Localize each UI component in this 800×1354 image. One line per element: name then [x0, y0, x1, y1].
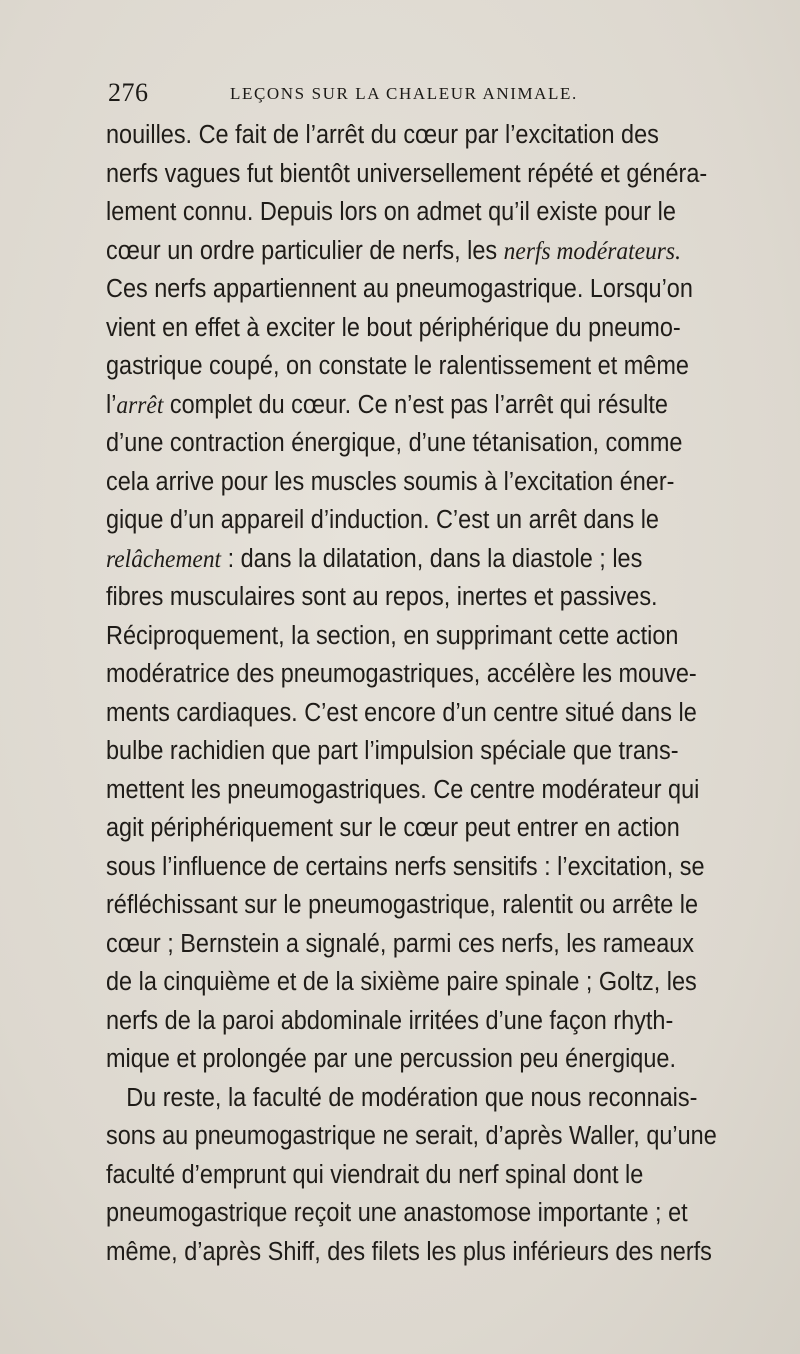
text-line: [106, 424, 695, 463]
text-line: [106, 578, 695, 617]
text-segment: l’: [106, 390, 117, 419]
text-segment: gique d’un appareil d’induction. C’est un arrêt dans le: [106, 506, 659, 534]
text-segment: réfléchissant sur le pneumogastrique, ralentit ou arrête le: [106, 891, 699, 919]
italic-text: arrêt: [116, 389, 164, 419]
text-line: [106, 1040, 695, 1079]
text-line: [106, 116, 695, 155]
text-line: [106, 963, 695, 1002]
text-line: [106, 617, 695, 656]
text-segment: sons au pneumogastrique ne serait, d’après Waller, qu’une: [106, 1122, 717, 1150]
text-line: [106, 809, 695, 848]
page-header: [108, 78, 708, 112]
text-segment: pneumogastrique reçoit une anastomose importante ; et: [106, 1199, 688, 1227]
text-segment: modératrice des pneumogastriques, accélère les mouve-: [106, 660, 697, 688]
text-line: [106, 1079, 698, 1118]
text-line: [106, 1117, 717, 1156]
text-line: [106, 270, 695, 309]
text-segment: bulbe rachidien que part l’impulsion spéciale que trans-: [106, 737, 679, 765]
text-segment: complet du cœur. Ce n’est pas l’arrêt qui résulte: [163, 390, 668, 419]
text-segment: agit périphériquement sur le cœur peut entrer en action: [106, 814, 680, 842]
text-segment: Du reste, la faculté de modération que nous reconnais-: [126, 1083, 698, 1112]
text-segment: nerfs de la paroi abdominale irritées d’une façon rhyth-: [106, 1006, 674, 1035]
running-head: LEÇONS SUR LA CHALEUR ANIMALE.: [230, 84, 578, 103]
text-segment: gastrique coupé, on constate le ralentissement et même: [106, 352, 689, 380]
text-segment: lement connu. Depuis lors on admet qu’il existe pour le: [106, 198, 676, 226]
text-segment: vient en effet à exciter le bout périphérique du pneumo-: [106, 313, 681, 342]
page-number: 276: [108, 78, 149, 107]
text-segment: fibres musculaires sont au repos, inertes et passives.: [106, 583, 658, 611]
text-segment: Ces nerfs appartiennent au pneumogastrique. Lorsqu’on: [106, 275, 693, 303]
text-line: [106, 1194, 695, 1233]
text-line: [106, 1233, 712, 1272]
text-line: [106, 1156, 695, 1195]
text-segment: faculté d’emprunt qui viendrait du nerf spinal dont le: [106, 1160, 644, 1189]
text-line: [106, 193, 695, 232]
text-line: [106, 309, 695, 348]
text-segment: Réciproquement, la section, en supprimant cette action: [106, 621, 679, 650]
text-line: [106, 694, 695, 733]
text-line: [106, 925, 695, 964]
text-segment: mettent les pneumogastriques. Ce centre modérateur qui: [106, 775, 700, 804]
text-line: [106, 1002, 695, 1041]
text-segment: nerfs vagues fut bientôt universellement répété et généra-: [106, 159, 708, 188]
text-line: [106, 155, 708, 194]
text-segment: cela arrive pour les muscles soumis à l’excitation éner-: [106, 467, 675, 496]
text-segment: : dans la dilatation, dans la diastole ; les: [221, 544, 643, 573]
italic-text: nerfs modérateurs.: [503, 235, 681, 265]
body-text: [106, 116, 717, 1271]
text-line: [106, 848, 705, 887]
text-line: [106, 386, 695, 425]
text-line: [106, 501, 695, 540]
text-line: [106, 655, 695, 694]
text-line: [106, 463, 695, 502]
text-segment: cœur ; Bernstein a signalé, parmi ces nerfs, les rameaux: [106, 929, 695, 958]
text-segment: mique et prolongée par une percussion peu énergique.: [106, 1045, 676, 1073]
italic-text: relâchement: [106, 543, 222, 573]
text-line: [106, 347, 695, 386]
text-line: [106, 771, 700, 810]
text-line: [106, 886, 699, 925]
text-line: [106, 540, 695, 579]
text-segment: cœur un ordre particulier de nerfs, les: [106, 236, 504, 265]
text-segment: sous l’influence de certains nerfs sensitifs : l’excitation, se: [106, 852, 705, 881]
text-line: [106, 232, 695, 271]
text-segment: de la cinquième et de la sixième paire spinale ; Goltz, les: [106, 968, 697, 996]
text-line: [106, 732, 695, 771]
text-segment: d’une contraction énergique, d’une tétanisation, comme: [106, 429, 683, 457]
text-segment: même, d’après Shiff, des filets les plus inférieurs des nerfs: [106, 1237, 712, 1266]
text-segment: nouilles. Ce fait de l’arrêt du cœur par l’excitation des: [106, 121, 659, 149]
text-segment: ments cardiaques. C’est encore d’un centre situé dans le: [106, 698, 697, 727]
